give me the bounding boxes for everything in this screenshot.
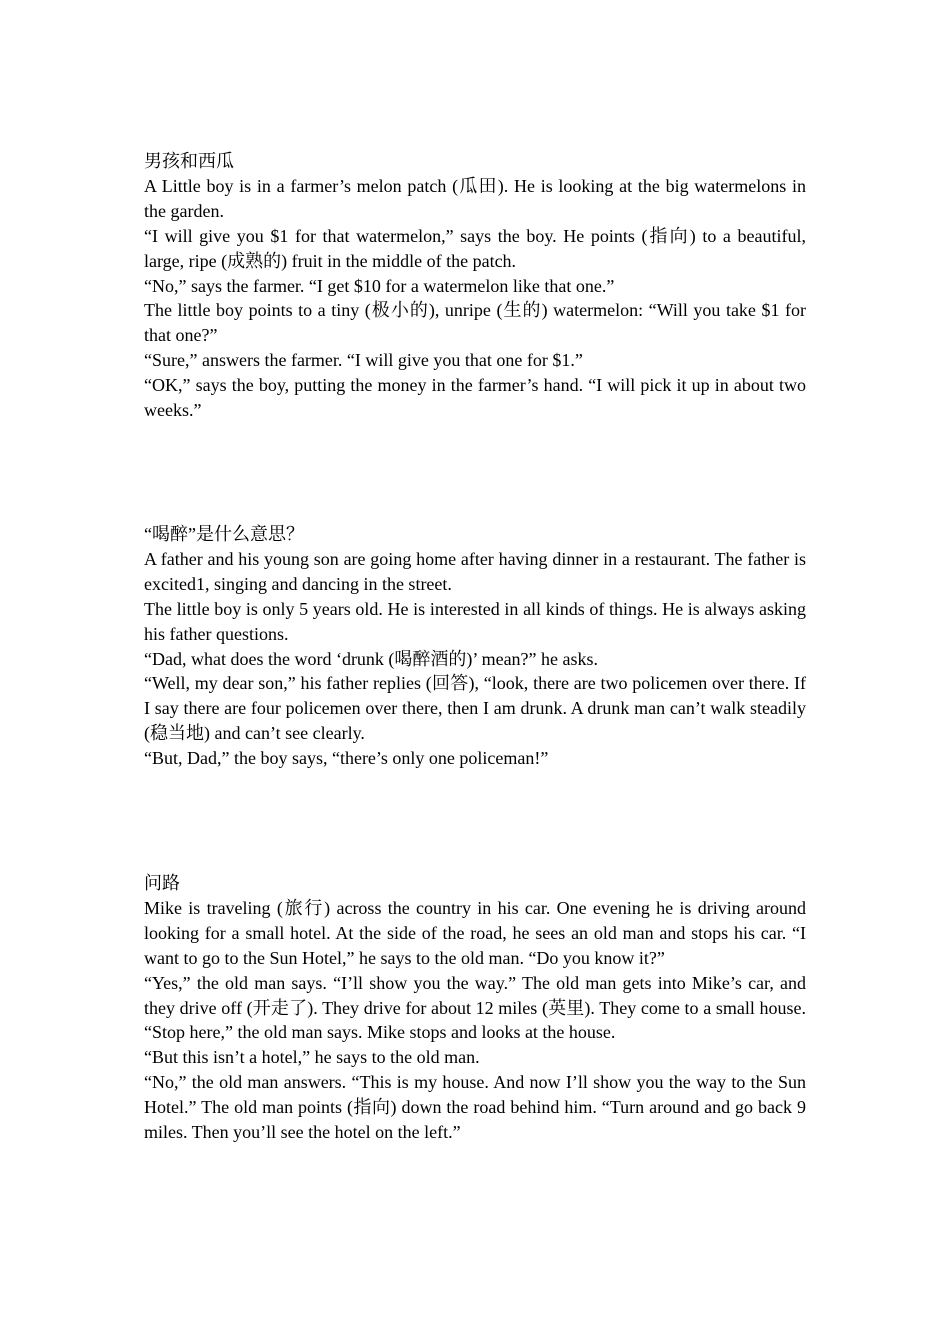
story-asking-directions <box>144 871 806 1145</box>
story-title: 问路 <box>144 873 180 893</box>
story-paragraph: “I will give you $1 for that watermelon,” says the boy. He points (指向) to a beautiful, large, ripe (成熟的) fruit in the middle of the patch. <box>144 225 806 271</box>
story-what-is-drunk <box>144 522 806 771</box>
story-title: 男孩和西瓜 <box>144 151 234 171</box>
story-paragraph: “But this isn’t a hotel,” he says to the old man. <box>144 1047 480 1068</box>
story-paragraph: “But, Dad,” the boy says, “there’s only one policeman!” <box>144 748 549 769</box>
story-paragraph: “No,” says the farmer. “I get $10 for a watermelon like that one.” <box>144 275 615 296</box>
story-title: “喝醉”是什么意思？ <box>144 524 304 544</box>
story-paragraph: A father and his young son are going home after having dinner in a restaurant. The father is excited1, singing and dancing in the street. <box>144 548 806 594</box>
story-paragraph: “Yes,” the old man says. “I’ll show you the way.” The old man gets into Mike’s car, and they drive off (开走了). They drive for about 12 miles (英里). They come to a small house. “Stop here,” the old man says. Mike stops and looks at the house. <box>144 972 806 1043</box>
story-paragraph: “Dad, what does the word ‘drunk (喝醉酒的)’ mean?” he asks. <box>144 648 599 669</box>
story-paragraph: “No,” the old man answers. “This is my house. And now I’ll show you the way to the Sun Hotel.” The old man points (指向) down the road behind him. “Turn around and go back 9 miles. Then you’ll see the hotel on the left.” <box>144 1072 806 1143</box>
story-boy-and-watermelon <box>144 149 806 423</box>
story-paragraph: “OK,” says the boy, putting the money in the farmer’s hand. “I will pick it up in about two weeks.” <box>144 375 806 421</box>
story-paragraph: “Sure,” answers the farmer. “I will give you that one for $1.” <box>144 350 583 371</box>
story-paragraph: The little boy points to a tiny (极小的), unripe (生的) watermelon: “Will you take $1 for that one?” <box>144 300 806 346</box>
story-paragraph: “Well, my dear son,” his father replies (回答), “look, there are two policemen over there. If I say there are four policemen over there, then I am drunk. A drunk man can’t walk steadily (稳当地) and can’t see clearly. <box>144 673 806 744</box>
story-paragraph: Mike is traveling (旅行) across the country in his car. One evening he is driving around looking for a small hotel. At the side of the road, he sees an old man and stops his car. “I want to go to the Sun Hotel,” he says to the old man. “Do you know it?” <box>144 897 806 968</box>
story-paragraph: A Little boy is in a farmer’s melon patch (瓜田). He is looking at the big watermelons in the garden. <box>144 175 806 221</box>
story-paragraph: The little boy is only 5 years old. He is interested in all kinds of things. He is always asking his father questions. <box>144 598 806 644</box>
